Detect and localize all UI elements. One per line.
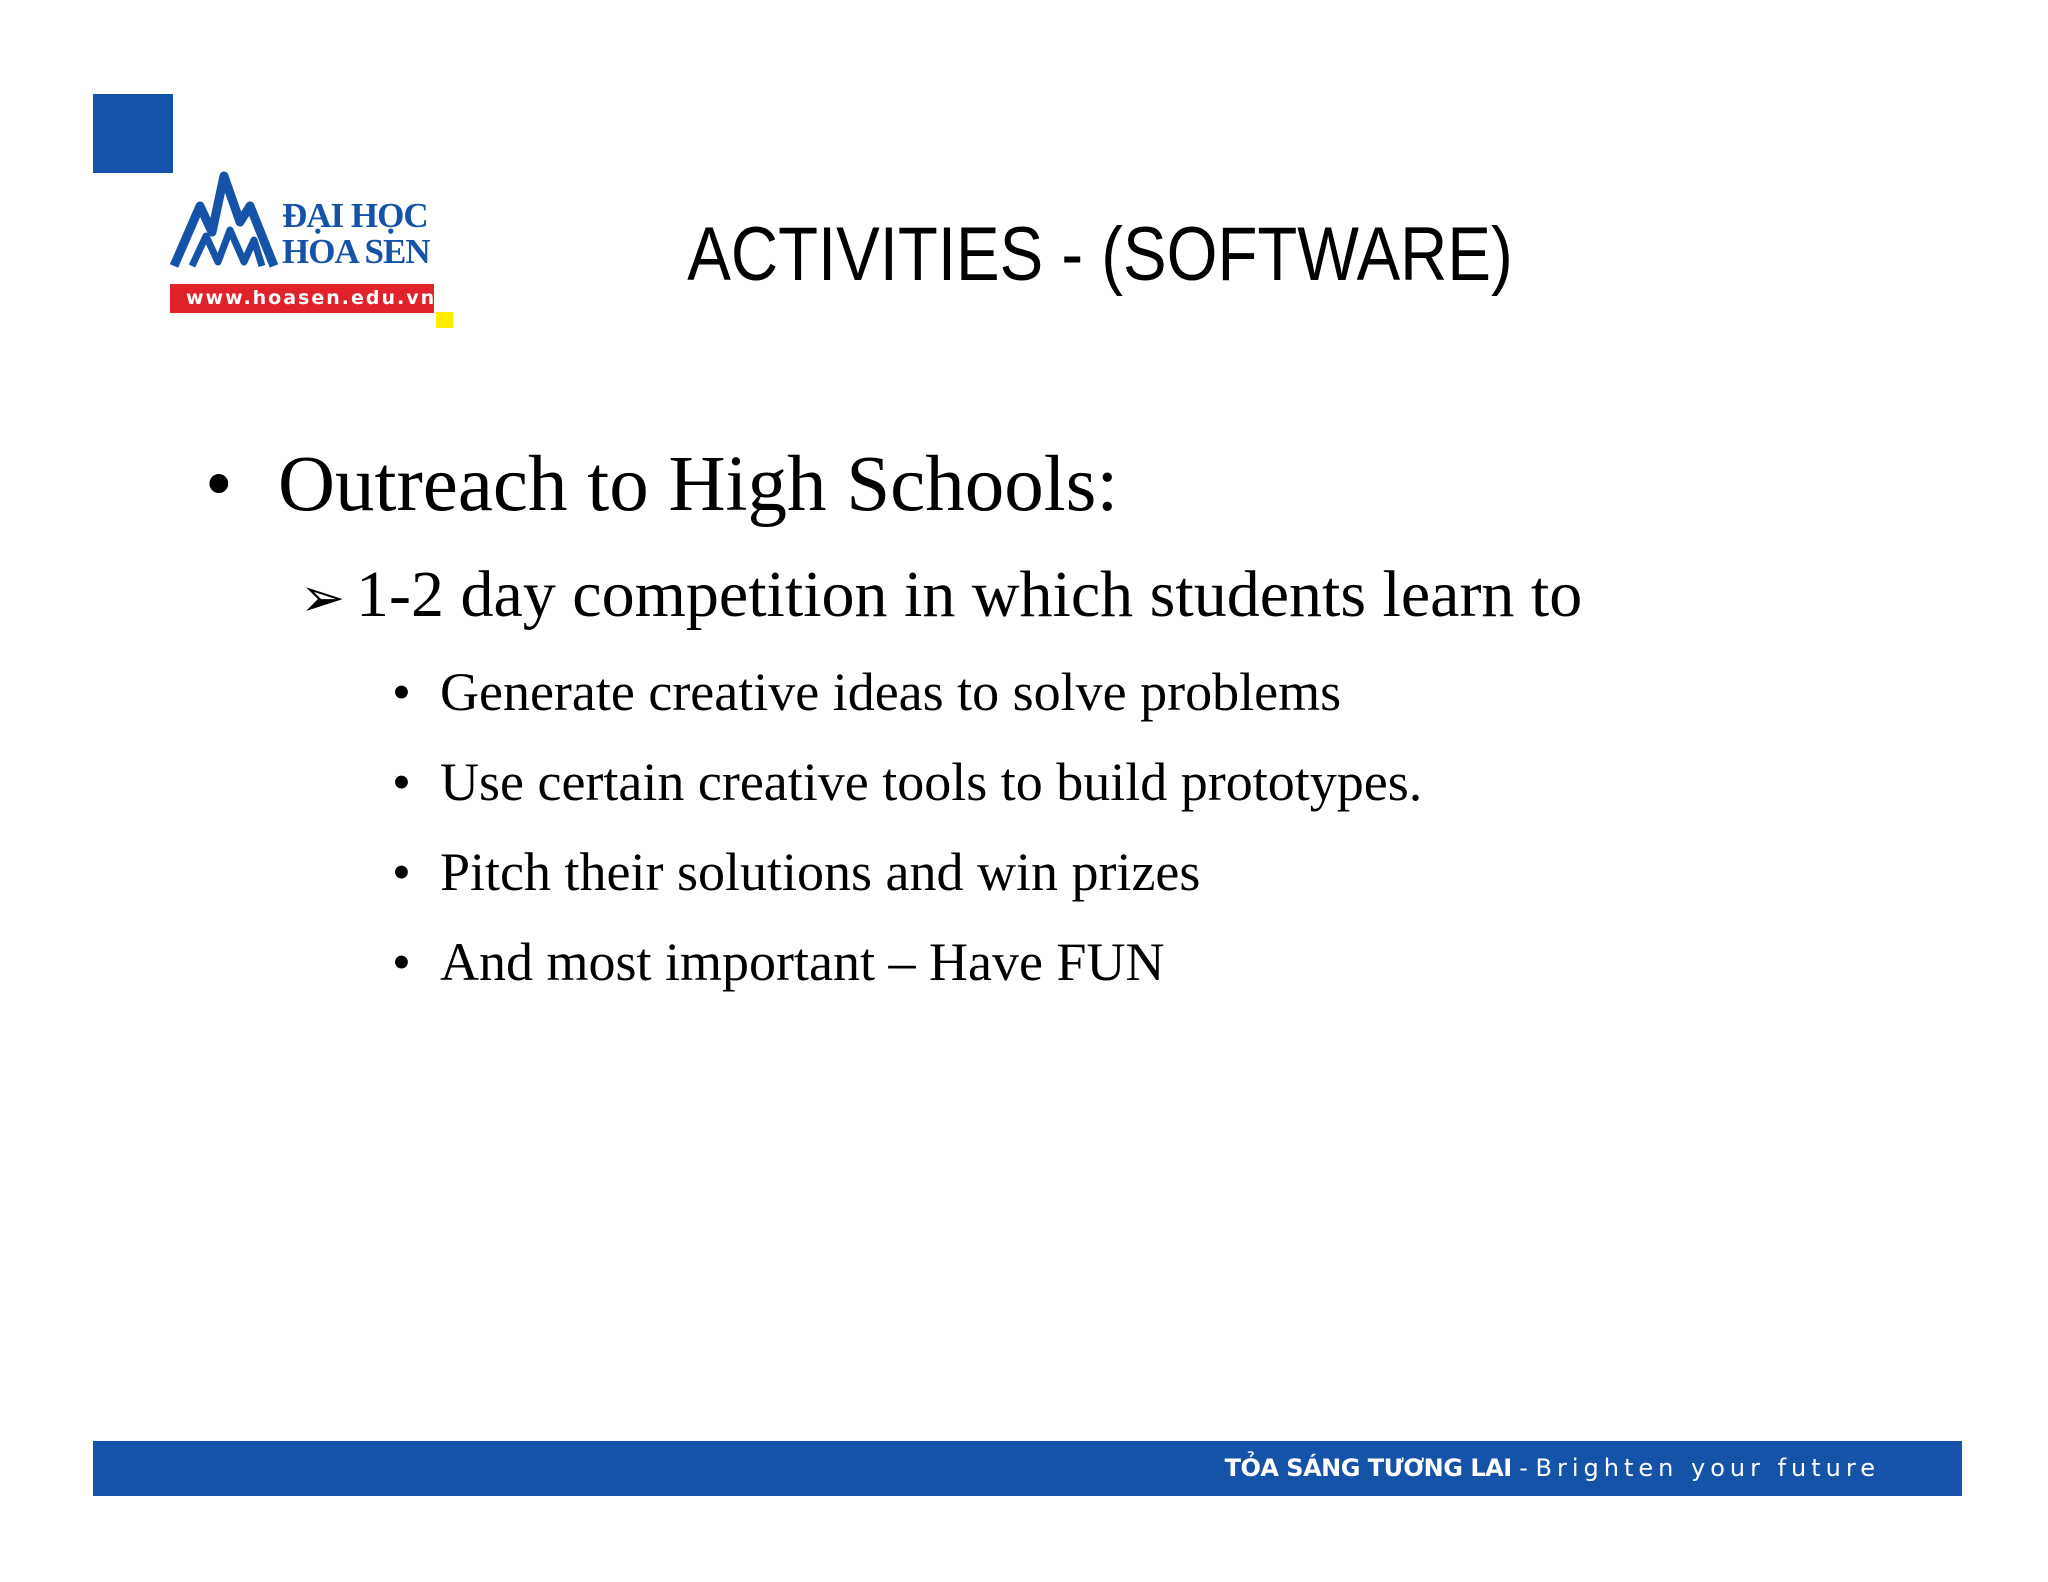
sub-bullet-item [392,660,1341,724]
bullet-dot-icon: • [392,662,411,722]
footer-separator: - [1511,1454,1536,1482]
footer-bar [93,1441,1962,1496]
logo-url: www.hoasen.edu.vn [170,284,434,313]
bullet-dot-icon: • [205,441,233,528]
arrow-bullet-icon: ➢ [300,566,346,629]
footer-slogan [1225,1441,1880,1496]
bullet-level-2 [300,555,1582,638]
logo-line-2: HOA SEN [282,232,430,271]
bullet-dot-icon: • [392,932,411,992]
bullet-dot-icon: • [392,842,411,902]
logo-yellow-dot [436,312,453,328]
footer-slogan-vi: TỎA SÁNG TƯƠNG LAI [1224,1454,1512,1482]
sub-bullet-item [392,930,1164,994]
logo-wordmark [282,198,430,270]
bullet-level-1-text: Outreach to High Schools: [278,441,1119,528]
sub-bullet-item [392,750,1422,814]
sub-bullet-text: Generate creative ideas to solve problems [440,662,1342,722]
mountain-logo-icon [170,170,278,274]
bullet-level-1 [205,440,1118,530]
bullet-level-2-text: 1-2 day competition in which students learn to [356,558,1583,631]
footer-slogan-en: Brighten your future [1535,1454,1880,1482]
slide-title: ACTIVITIES - (SOFTWARE) [687,212,1513,297]
bullet-dot-icon: • [392,752,411,812]
sub-bullet-text: Pitch their solutions and win prizes [440,842,1201,902]
corner-square-decoration [93,94,173,173]
sub-bullet-item [392,840,1200,904]
sub-bullet-text: Use certain creative tools to build prototypes. [440,752,1423,812]
sub-bullet-text: And most important – Have FUN [440,932,1165,992]
logo-line-1: ĐẠI HỌC [282,196,428,235]
university-logo [170,170,460,335]
